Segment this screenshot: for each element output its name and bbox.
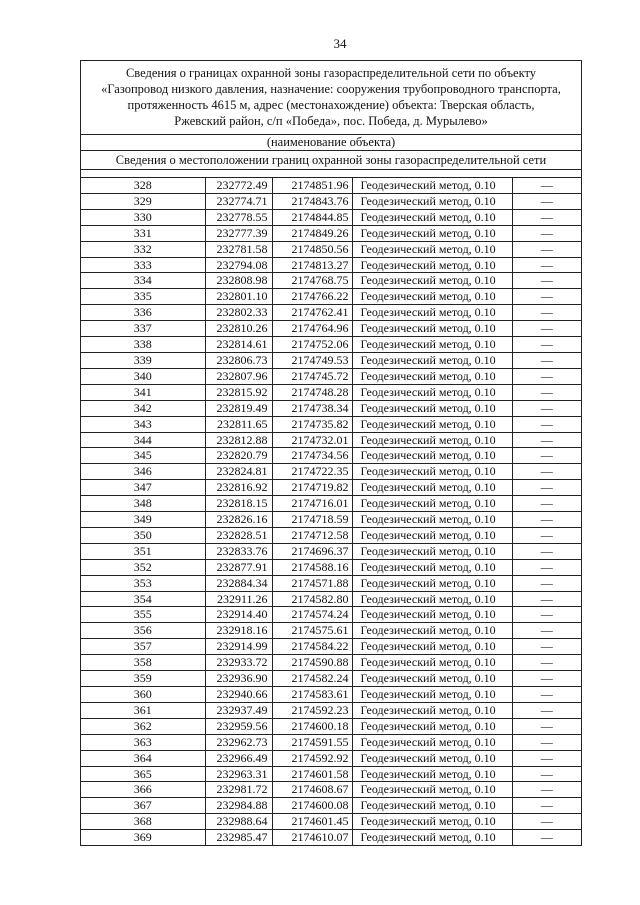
y-coordinate-cell: 2174813.27 (272, 257, 352, 273)
point-number-cell: 358 (81, 655, 205, 671)
x-coordinate-cell: 232963.31 (205, 766, 272, 782)
description-cell: — (512, 798, 581, 814)
x-coordinate-cell: 232781.58 (205, 241, 272, 257)
x-coordinate-cell: 232962.73 (205, 734, 272, 750)
description-cell: — (512, 496, 581, 512)
point-number-cell: 350 (81, 527, 205, 543)
description-cell: — (512, 464, 581, 480)
coordinates-table-body (81, 178, 581, 845)
table-row (81, 305, 581, 321)
method-accuracy-cell: Геодезический метод, 0.10 (352, 766, 512, 782)
x-coordinate-cell: 232877.91 (205, 559, 272, 575)
point-number-cell: 357 (81, 639, 205, 655)
x-coordinate-cell: 232911.26 (205, 591, 272, 607)
y-coordinate-cell: 2174600.18 (272, 718, 352, 734)
point-number-cell: 338 (81, 337, 205, 353)
description-cell: — (512, 416, 581, 432)
y-coordinate-cell: 2174583.61 (272, 687, 352, 703)
table-row (81, 766, 581, 782)
y-coordinate-cell: 2174696.37 (272, 543, 352, 559)
y-coordinate-cell: 2174712.58 (272, 527, 352, 543)
method-accuracy-cell: Геодезический метод, 0.10 (352, 352, 512, 368)
point-number-cell: 343 (81, 416, 205, 432)
x-coordinate-cell: 232937.49 (205, 702, 272, 718)
point-number-cell: 362 (81, 718, 205, 734)
table-row (81, 814, 581, 830)
description-cell: — (512, 814, 581, 830)
y-coordinate-cell: 2174748.28 (272, 384, 352, 400)
method-accuracy-cell: Геодезический метод, 0.10 (352, 448, 512, 464)
table-row (81, 607, 581, 623)
table-row (81, 830, 581, 845)
y-coordinate-cell: 2174849.26 (272, 225, 352, 241)
point-number-cell: 348 (81, 496, 205, 512)
description-cell: — (512, 352, 581, 368)
x-coordinate-cell: 232810.26 (205, 321, 272, 337)
x-coordinate-cell: 232985.47 (205, 830, 272, 845)
description-cell: — (512, 384, 581, 400)
object-title-block (81, 61, 581, 135)
y-coordinate-cell: 2174582.24 (272, 671, 352, 687)
y-coordinate-cell: 2174843.76 (272, 193, 352, 209)
y-coordinate-cell: 2174745.72 (272, 368, 352, 384)
point-number-cell: 365 (81, 766, 205, 782)
description-cell: — (512, 766, 581, 782)
y-coordinate-cell: 2174592.92 (272, 750, 352, 766)
method-accuracy-cell: Геодезический метод, 0.10 (352, 241, 512, 257)
point-number-cell: 355 (81, 607, 205, 623)
table-row (81, 623, 581, 639)
x-coordinate-cell: 232819.49 (205, 400, 272, 416)
point-number-cell: 341 (81, 384, 205, 400)
table-row (81, 718, 581, 734)
method-accuracy-cell: Геодезический метод, 0.10 (352, 639, 512, 655)
description-cell: — (512, 273, 581, 289)
table-row (81, 384, 581, 400)
point-number-cell: 330 (81, 209, 205, 225)
point-number-cell: 354 (81, 591, 205, 607)
table-row (81, 559, 581, 575)
method-accuracy-cell: Геодезический метод, 0.10 (352, 798, 512, 814)
point-number-cell: 340 (81, 368, 205, 384)
description-cell: — (512, 337, 581, 353)
x-coordinate-cell: 232812.88 (205, 432, 272, 448)
point-number-cell: 345 (81, 448, 205, 464)
y-coordinate-cell: 2174575.61 (272, 623, 352, 639)
table-row (81, 368, 581, 384)
y-coordinate-cell: 2174732.01 (272, 432, 352, 448)
method-accuracy-cell: Геодезический метод, 0.10 (352, 623, 512, 639)
page-number: 34 (333, 36, 347, 51)
description-cell: — (512, 368, 581, 384)
description-cell: — (512, 623, 581, 639)
point-number-cell: 334 (81, 273, 205, 289)
method-accuracy-cell: Геодезический метод, 0.10 (352, 193, 512, 209)
point-number-cell: 342 (81, 400, 205, 416)
description-cell: — (512, 702, 581, 718)
x-coordinate-cell: 232815.92 (205, 384, 272, 400)
description-cell: — (540, 830, 553, 845)
table-row (81, 702, 581, 718)
x-coordinate-cell: 232806.73 (205, 352, 272, 368)
method-accuracy-cell: Геодезический метод, 0.10 (352, 575, 512, 591)
method-accuracy-cell: Геодезический метод, 0.10 (352, 671, 512, 687)
spacer-row (81, 170, 581, 178)
table-row (81, 400, 581, 416)
method-accuracy-cell: Геодезический метод, 0.10 (352, 782, 512, 798)
y-coordinate-cell: 2174762.41 (272, 305, 352, 321)
point-number-cell: 349 (81, 512, 205, 528)
x-coordinate-cell: 232981.72 (205, 782, 272, 798)
y-coordinate-cell: 2174844.85 (272, 209, 352, 225)
method-accuracy-cell: Геодезический метод, 0.10 (352, 591, 512, 607)
point-number-cell: 332 (81, 241, 205, 257)
table-row (81, 432, 581, 448)
method-accuracy-cell: Геодезический метод, 0.10 (352, 496, 512, 512)
description-cell: — (512, 734, 581, 750)
x-coordinate-cell: 232777.39 (205, 225, 272, 241)
table-row (81, 273, 581, 289)
table-row (81, 496, 581, 512)
description-cell: — (512, 257, 581, 273)
point-number-cell: 363 (81, 734, 205, 750)
method-accuracy-cell: Геодезический метод, 0.10 (352, 273, 512, 289)
method-accuracy-cell: Геодезический метод, 0.10 (352, 209, 512, 225)
description-cell: — (512, 448, 581, 464)
table-row (81, 178, 581, 193)
description-cell: — (512, 607, 581, 623)
y-coordinate-cell: 2174592.23 (272, 702, 352, 718)
table-row (81, 591, 581, 607)
table-row (81, 527, 581, 543)
method-accuracy-cell: Геодезический метод, 0.10 (352, 750, 512, 766)
y-coordinate-cell: 2174719.82 (272, 480, 352, 496)
description-cell: — (512, 241, 581, 257)
point-number-cell: 339 (81, 352, 205, 368)
coordinates-table (81, 178, 581, 845)
y-coordinate-cell: 2174590.88 (272, 655, 352, 671)
description-cell: — (512, 400, 581, 416)
description-cell: — (512, 209, 581, 225)
y-coordinate-cell: 2174718.59 (272, 512, 352, 528)
description-cell: — (512, 718, 581, 734)
x-coordinate-cell: 232824.81 (205, 464, 272, 480)
y-coordinate-cell: 2174591.55 (272, 734, 352, 750)
method-accuracy-cell: Геодезический метод, 0.10 (352, 321, 512, 337)
object-name-caption: (наименование объекта) (81, 135, 581, 151)
x-coordinate-cell: 232828.51 (205, 527, 272, 543)
table-row (81, 750, 581, 766)
table-row (81, 671, 581, 687)
method-accuracy-cell: Геодезический метод, 0.10 (352, 225, 512, 241)
table-row (81, 734, 581, 750)
x-coordinate-cell: 232884.34 (205, 575, 272, 591)
method-accuracy-cell: Геодезический метод, 0.10 (352, 305, 512, 321)
description-cell: — (512, 639, 581, 655)
x-coordinate-cell: 232801.10 (205, 289, 272, 305)
description-cell: — (512, 527, 581, 543)
x-coordinate-cell: 232778.55 (205, 209, 272, 225)
section-title: Сведения о местоположении границ охранной зоны газораспределительной сети (81, 151, 581, 170)
y-coordinate-cell: 2174738.34 (272, 400, 352, 416)
method-accuracy-cell: Геодезический метод, 0.10 (352, 687, 512, 703)
y-coordinate-cell: 2174764.96 (272, 321, 352, 337)
method-accuracy-cell: Геодезический метод, 0.10 (352, 337, 512, 353)
point-number-cell: 359 (81, 671, 205, 687)
description-cell: — (512, 559, 581, 575)
x-coordinate-cell: 232933.72 (205, 655, 272, 671)
x-coordinate-cell: 232802.33 (205, 305, 272, 321)
point-number-cell: 328 (81, 178, 205, 193)
y-coordinate-cell: 2174735.82 (272, 416, 352, 432)
y-coordinate-cell: 2174610.07 (272, 830, 352, 845)
table-row (81, 639, 581, 655)
table-row (81, 416, 581, 432)
x-coordinate-cell: 232811.65 (205, 416, 272, 432)
point-number-cell: 333 (81, 257, 205, 273)
y-coordinate-cell: 2174716.01 (272, 496, 352, 512)
description-cell: — (512, 305, 581, 321)
y-coordinate-cell: 2174749.53 (272, 352, 352, 368)
x-coordinate-cell: 232818.15 (205, 496, 272, 512)
description-cell: — (512, 575, 581, 591)
point-number-cell: 347 (81, 480, 205, 496)
y-coordinate-cell: 2174608.67 (272, 782, 352, 798)
description-cell: — (512, 591, 581, 607)
x-coordinate-cell: 232966.49 (205, 750, 272, 766)
x-coordinate-cell: 232816.92 (205, 480, 272, 496)
y-coordinate-cell: 2174734.56 (272, 448, 352, 464)
table-row (81, 575, 581, 591)
object-title-line: «Газопровод низкого давления, назначение: сооружения трубопроводного транспорта, (101, 82, 561, 96)
point-number-cell: 352 (81, 559, 205, 575)
zone-boundary-table-frame (80, 60, 582, 846)
y-coordinate-cell: 2174601.58 (272, 766, 352, 782)
x-coordinate-cell: 232820.79 (205, 448, 272, 464)
point-number-cell: 366 (81, 782, 205, 798)
description-cell: — (512, 687, 581, 703)
point-number-cell: 335 (81, 289, 205, 305)
y-coordinate-cell: 2174601.45 (272, 814, 352, 830)
description-cell: — (512, 289, 581, 305)
table-row (81, 225, 581, 241)
x-coordinate-cell: 232772.49 (205, 178, 272, 193)
method-accuracy-cell: Геодезический метод, 0.10 (352, 559, 512, 575)
x-coordinate-cell: 232833.76 (205, 543, 272, 559)
description-cell: — (512, 178, 581, 193)
x-coordinate-cell: 232959.56 (205, 718, 272, 734)
method-accuracy-cell: Геодезический метод, 0.10 (352, 384, 512, 400)
description-cell: — (512, 193, 581, 209)
method-accuracy-cell: Геодезический метод, 0.10 (352, 718, 512, 734)
y-coordinate-cell: 2174851.96 (272, 178, 352, 193)
description-cell: — (512, 480, 581, 496)
method-accuracy-cell: Геодезический метод, 0.10 (352, 543, 512, 559)
table-row (81, 321, 581, 337)
table-row (81, 352, 581, 368)
table-row (81, 241, 581, 257)
table-row (81, 687, 581, 703)
y-coordinate-cell: 2174722.35 (272, 464, 352, 480)
point-number-cell: 336 (81, 305, 205, 321)
description-cell: — (512, 655, 581, 671)
table-row (81, 655, 581, 671)
table-row (81, 480, 581, 496)
method-accuracy-cell: Геодезический метод, 0.10 (352, 432, 512, 448)
x-coordinate-cell: 232988.64 (205, 814, 272, 830)
method-accuracy-cell: Геодезический метод, 0.10 (352, 257, 512, 273)
point-number-cell: 344 (81, 432, 205, 448)
table-row (81, 464, 581, 480)
y-coordinate-cell: 2174584.22 (272, 639, 352, 655)
table-row (81, 257, 581, 273)
x-coordinate-cell: 232807.96 (205, 368, 272, 384)
method-accuracy-cell: Геодезический метод, 0.10 (352, 480, 512, 496)
method-accuracy-cell: Геодезический метод, 0.10 (352, 416, 512, 432)
table-row (81, 209, 581, 225)
x-coordinate-cell: 232918.16 (205, 623, 272, 639)
description-cell: — (512, 321, 581, 337)
y-coordinate-cell: 2174571.88 (272, 575, 352, 591)
point-number-cell: 353 (81, 575, 205, 591)
point-number-cell: 367 (81, 798, 205, 814)
x-coordinate-cell: 232936.90 (205, 671, 272, 687)
description-cell: — (512, 543, 581, 559)
y-coordinate-cell: 2174766.22 (272, 289, 352, 305)
method-accuracy-cell: Геодезический метод, 0.10 (352, 702, 512, 718)
point-number-cell: 361 (81, 702, 205, 718)
point-number-cell: 369 (81, 830, 205, 845)
table-row (81, 289, 581, 305)
x-coordinate-cell: 232914.40 (205, 607, 272, 623)
table-row (81, 798, 581, 814)
method-accuracy-cell: Геодезический метод, 0.10 (352, 830, 512, 845)
point-number-cell: 360 (81, 687, 205, 703)
x-coordinate-cell: 232984.88 (205, 798, 272, 814)
method-accuracy-cell: Геодезический метод, 0.10 (352, 607, 512, 623)
description-cell: — (512, 671, 581, 687)
description-cell: — (512, 432, 581, 448)
x-coordinate-cell: 232826.16 (205, 512, 272, 528)
y-coordinate-cell: 2174588.16 (272, 559, 352, 575)
point-number-cell: 364 (81, 750, 205, 766)
y-coordinate-cell: 2174582.80 (272, 591, 352, 607)
method-accuracy-cell: Геодезический метод, 0.10 (352, 814, 512, 830)
method-accuracy-cell: Геодезический метод, 0.10 (352, 368, 512, 384)
x-coordinate-cell: 232794.08 (205, 257, 272, 273)
point-number-cell: 346 (81, 464, 205, 480)
method-accuracy-cell: Геодезический метод, 0.10 (352, 178, 512, 193)
point-number-cell: 351 (81, 543, 205, 559)
table-row (81, 543, 581, 559)
table-row (81, 337, 581, 353)
description-cell: — (512, 782, 581, 798)
object-title-line: Ржевский район, с/п «Победа», пос. Победа, д. Мурылево» (174, 114, 488, 128)
x-coordinate-cell: 232940.66 (205, 687, 272, 703)
table-row (81, 512, 581, 528)
description-cell: — (512, 750, 581, 766)
x-coordinate-cell: 232914.99 (205, 639, 272, 655)
point-number-cell: 331 (81, 225, 205, 241)
table-row (81, 782, 581, 798)
point-number-cell: 329 (81, 193, 205, 209)
method-accuracy-cell: Геодезический метод, 0.10 (352, 289, 512, 305)
method-accuracy-cell: Геодезический метод, 0.10 (352, 464, 512, 480)
table-row (81, 448, 581, 464)
method-accuracy-cell: Геодезический метод, 0.10 (352, 527, 512, 543)
y-coordinate-cell: 2174752.06 (272, 337, 352, 353)
object-title-line: протяженность 4615 м, адрес (местонахождение) объекта: Тверская область, (127, 98, 535, 112)
description-cell: — (512, 225, 581, 241)
description-cell: — (512, 512, 581, 528)
point-number-cell: 337 (81, 321, 205, 337)
y-coordinate-cell: 2174768.75 (272, 273, 352, 289)
table-row (81, 193, 581, 209)
point-number-cell: 368 (81, 814, 205, 830)
point-number-cell: 356 (81, 623, 205, 639)
x-coordinate-cell: 232774.71 (205, 193, 272, 209)
x-coordinate-cell: 232814.61 (205, 337, 272, 353)
method-accuracy-cell: Геодезический метод, 0.10 (352, 512, 512, 528)
y-coordinate-cell: 2174600.08 (272, 798, 352, 814)
y-coordinate-cell: 2174850.56 (272, 241, 352, 257)
method-accuracy-cell: Геодезический метод, 0.10 (352, 400, 512, 416)
object-title-line: Сведения о границах охранной зоны газораспределительной сети по объекту (125, 66, 537, 80)
method-accuracy-cell: Геодезический метод, 0.10 (352, 655, 512, 671)
x-coordinate-cell: 232808.98 (205, 273, 272, 289)
method-accuracy-cell: Геодезический метод, 0.10 (352, 734, 512, 750)
y-coordinate-cell: 2174574.24 (272, 607, 352, 623)
